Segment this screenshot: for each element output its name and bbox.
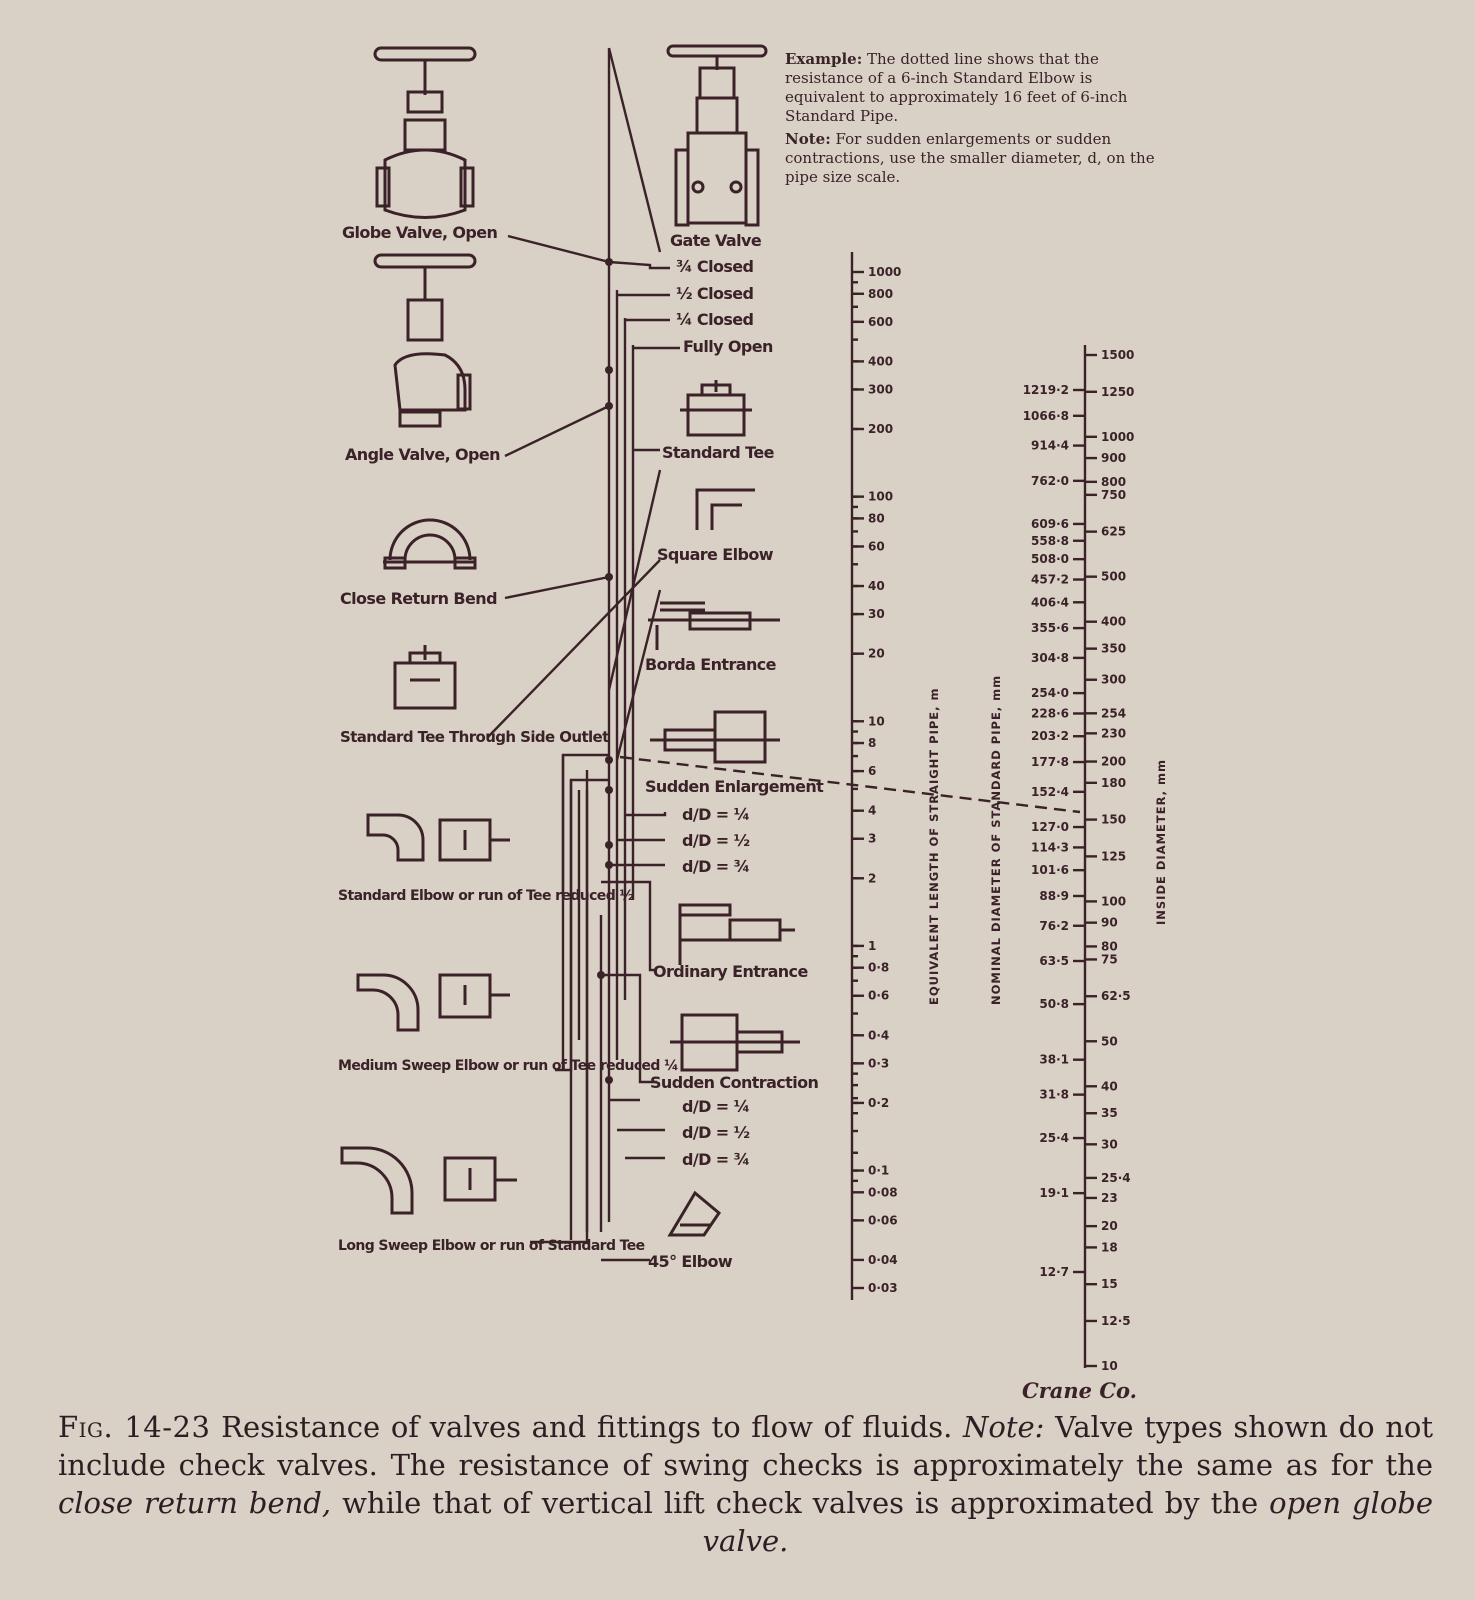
gate-valve-icon	[668, 46, 766, 225]
equivalent_length-tick-label: 0·2	[868, 1095, 890, 1110]
label-quarter-closed: ¼ Closed	[676, 310, 754, 329]
nominal_diameter-tick-label: 304·8	[1031, 650, 1069, 665]
inside_diameter-tick-label: 800	[1101, 474, 1127, 489]
equivalent_length-tick-label: 30	[868, 607, 885, 622]
equivalent_length-tick-label: 40	[868, 579, 885, 594]
equivalent_length-tick-label: 6	[868, 764, 877, 779]
nominal_diameter-tick-label: 1066·8	[1022, 408, 1069, 423]
inside_diameter-tick-label: 50	[1101, 1034, 1118, 1049]
label-globe-valve: Globe Valve, Open	[342, 223, 498, 242]
equivalent_length-tick-label: 4	[868, 803, 877, 818]
sudden-enlargement-icon	[650, 712, 780, 762]
nominal_diameter-tick-label: 101·6	[1031, 863, 1069, 878]
inside_diameter-tick-label: 300	[1101, 672, 1127, 687]
caption-note-label: Note:	[963, 1410, 1045, 1444]
label-standard-tee-side-outlet: Standard Tee Through Side Outlet	[340, 728, 609, 746]
equivalent_length-tick-label: 2	[868, 871, 877, 886]
label-fully-open: Fully Open	[683, 337, 773, 356]
standard-tee-side-outlet-icon	[395, 645, 455, 708]
caption-text-3: while that of vertical lift check valves is approximated by the	[342, 1486, 1259, 1520]
elbow-45-icon	[670, 1193, 719, 1235]
inside_diameter-tick-label: 1500	[1101, 348, 1135, 362]
label-sudden-contraction: Sudden Contraction	[650, 1073, 819, 1092]
label-gate-valve: Gate Valve	[670, 231, 762, 250]
note-heading: Note:	[785, 130, 831, 148]
equivalent_length-tick-label: 600	[868, 314, 894, 329]
nominal_diameter-tick-label: 19·1	[1039, 1186, 1069, 1201]
label-enlargement-ratio-quarter: d/D = ¼	[682, 805, 750, 824]
inside_diameter-tick-label: 62·5	[1101, 989, 1131, 1004]
nominal_diameter-tick-label: 76·2	[1039, 918, 1069, 933]
equivalent_length-tick-label: 400	[868, 354, 894, 369]
note-text: For sudden enlargements or sudden contractions, use the smaller diameter, d, on the pipe size scale.	[785, 130, 1155, 186]
equivalent_length-tick-label: 0·1	[868, 1163, 890, 1178]
inside_diameter-tick-label: 625	[1101, 524, 1127, 539]
equivalent_length-tick-label: 0·03	[868, 1281, 898, 1295]
close-return-bend-icon	[383, 520, 475, 568]
figure-caption	[58, 1408, 1433, 1560]
inside_diameter-tick-label: 35	[1101, 1106, 1118, 1121]
nominal_diameter-tick-label: 114·3	[1031, 840, 1069, 855]
equivalent_length-tick-label: 60	[868, 539, 885, 554]
equivalent_length-tick-label: 10	[868, 714, 885, 729]
example-text: The dotted line shows that the resistance of a 6-inch Standard Elbow is equivalent to approximately 16 feet of 6-inch Standard Pipe.	[785, 50, 1128, 125]
inside_diameter-tick-label: 30	[1101, 1137, 1118, 1152]
nominal_diameter-tick-label: 762·0	[1031, 473, 1069, 488]
nominal_diameter-tick-label: 12·7	[1039, 1265, 1069, 1279]
equivalent_length-tick-label: 0·8	[868, 960, 890, 975]
nominal_diameter-tick-label: 558·8	[1031, 533, 1069, 548]
nominal_diameter-tick-label: 25·4	[1039, 1131, 1069, 1146]
label-square-elbow: Square Elbow	[657, 545, 773, 564]
nominal_diameter-tick-label: 152·4	[1031, 784, 1069, 799]
nominal_diameter-tick-label: 457·2	[1031, 572, 1069, 587]
label-close-return-bend: Close Return Bend	[340, 589, 497, 608]
nominal_diameter-tick-label: 228·6	[1031, 706, 1069, 721]
example-heading: Example:	[785, 50, 863, 68]
equivalent_length-tick-label: 100	[868, 489, 894, 504]
label-long-sweep-elbow: Long Sweep Elbow or run of Standard Tee	[338, 1238, 645, 1254]
inside_diameter-tick-label: 900	[1101, 451, 1127, 466]
label-enlargement-ratio-three-quarter: d/D = ¾	[682, 857, 750, 876]
inside_diameter-tick-label: 25·4	[1101, 1170, 1131, 1185]
inside_diameter-tick-label: 254	[1101, 706, 1127, 721]
nominal_diameter-tick-label: 38·1	[1039, 1052, 1069, 1067]
nominal_diameter-tick-label: 254·0	[1031, 686, 1069, 701]
inside-diameter-axis-title: INSIDE DIAMETER, mm	[1154, 758, 1168, 925]
label-three-quarter-closed: ¾ Closed	[676, 257, 754, 276]
nominal_diameter-tick-label: 50·8	[1039, 997, 1069, 1012]
nominal_diameter-tick-label: 31·8	[1039, 1087, 1069, 1102]
equivalent_length-tick-label: 300	[868, 382, 894, 397]
equivalent-length-axis-title: EQUIVALENT LENGTH OF STRAIGHT PIPE, m	[927, 687, 941, 1005]
inside_diameter-tick-label: 100	[1101, 894, 1127, 909]
inside_diameter-tick-label: 1250	[1101, 384, 1135, 399]
credit: Crane Co.	[1022, 1378, 1137, 1403]
equivalent_length-tick-label: 0·4	[868, 1028, 890, 1043]
equivalent_length-tick-label: 200	[868, 422, 894, 437]
nominal_diameter-tick-label: 609·6	[1031, 516, 1069, 531]
caption-text-2: Valve types shown do not include check valves. The resistance of swing checks is approximately the same as for the	[58, 1410, 1434, 1482]
inside_diameter-tick-label: 150	[1101, 812, 1127, 827]
label-ordinary-entrance: Ordinary Entrance	[653, 962, 808, 981]
nominal_diameter-tick-label: 63·5	[1039, 953, 1069, 968]
inside_diameter-tick-label: 20	[1101, 1219, 1118, 1234]
label-45-elbow: 45° Elbow	[648, 1252, 733, 1271]
inside_diameter-tick-label: 40	[1101, 1079, 1118, 1094]
sudden-contraction-icon	[670, 1015, 800, 1070]
label-angle-valve: Angle Valve, Open	[345, 445, 500, 464]
nominal_diameter-tick-label: 127·0	[1031, 820, 1069, 835]
inside_diameter-tick-label: 500	[1101, 569, 1127, 584]
equivalent_length-tick-label: 80	[868, 511, 885, 526]
inside_diameter-tick-label: 1000	[1101, 429, 1135, 444]
inside_diameter-tick-label: 400	[1101, 614, 1127, 629]
inside_diameter-tick-label: 15	[1101, 1277, 1118, 1292]
label-contraction-ratio-half: d/D = ½	[682, 1123, 750, 1142]
equivalent_length-tick-label: 1	[868, 938, 877, 953]
globe-valve-icon	[375, 48, 475, 218]
square-elbow-icon	[697, 490, 755, 530]
inside_diameter-tick-label: 90	[1101, 915, 1118, 930]
inside_diameter-tick-label: 230	[1101, 726, 1127, 741]
equivalent_length-tick-label: 0·3	[868, 1056, 890, 1071]
inside_diameter-tick-label: 23	[1101, 1190, 1118, 1205]
label-medium-sweep-elbow: Medium Sweep Elbow or run of Tee reduced ¼	[338, 1058, 679, 1074]
label-contraction-ratio-three-quarter: d/D = ¾	[682, 1150, 750, 1169]
nominal_diameter-tick-label: 406·4	[1031, 595, 1069, 610]
inside_diameter-tick-label: 75	[1101, 952, 1118, 967]
inside_diameter-tick-label: 200	[1101, 754, 1127, 769]
equivalent_length-tick-label: 800	[868, 286, 894, 301]
nominal_diameter-tick-label: 203·2	[1031, 729, 1069, 744]
caption-text-1: Resistance of valves and fittings to flow of fluids.	[221, 1410, 953, 1444]
caption-fig-label: Fig. 14-23	[58, 1410, 211, 1444]
equivalent_length-tick-label: 0·08	[868, 1185, 898, 1200]
nominal_diameter-tick-label: 88·9	[1039, 888, 1069, 903]
nominal_diameter-tick-label: 914·4	[1031, 438, 1069, 453]
nominal_diameter-tick-label: 355·6	[1031, 621, 1069, 636]
caption-em-1: close return bend,	[58, 1486, 332, 1520]
label-borda-entrance: Borda Entrance	[645, 655, 776, 674]
inside_diameter-tick-label: 350	[1101, 641, 1127, 656]
nominal_diameter-tick-label: 177·8	[1031, 755, 1069, 770]
angle-valve-icon	[375, 255, 475, 426]
inside_diameter-tick-label: 12·5	[1101, 1313, 1131, 1328]
long-sweep-elbow-icon	[342, 1148, 517, 1213]
nominal-diameter-axis-title: NOMINAL DIAMETER OF STANDARD PIPE, mm	[989, 674, 1003, 1005]
label-half-closed: ½ Closed	[676, 284, 754, 303]
nominal_diameter-tick-label: 508·0	[1031, 552, 1069, 567]
ordinary-entrance-icon	[680, 905, 795, 965]
standard-tee-icon	[680, 380, 752, 435]
equivalent_length-tick-label: 1000	[868, 265, 902, 279]
standard-elbow-icon	[368, 815, 510, 860]
label-sudden-enlargement: Sudden Enlargement	[645, 777, 824, 796]
equivalent_length-tick-label: 8	[868, 736, 877, 751]
inside_diameter-tick-label: 180	[1101, 775, 1127, 790]
equivalent_length-tick-label: 0·04	[868, 1252, 898, 1267]
borda-entrance-icon	[648, 603, 780, 650]
equivalent_length-tick-label: 20	[868, 646, 885, 661]
inside_diameter-tick-label: 18	[1101, 1240, 1118, 1255]
inside_diameter-tick-label: 10	[1101, 1359, 1118, 1373]
equivalent_length-tick-label: 0·06	[868, 1213, 898, 1228]
nominal_diameter-tick-label: 1219·2	[1022, 383, 1069, 397]
inside_diameter-tick-label: 125	[1101, 849, 1127, 864]
inside_diameter-tick-label: 80	[1101, 939, 1118, 954]
medium-sweep-elbow-icon	[358, 975, 510, 1030]
label-standard-tee: Standard Tee	[662, 443, 774, 462]
caption-em-2: open globe valve.	[702, 1486, 1434, 1558]
label-standard-elbow: Standard Elbow or run of Tee reduced ½	[338, 888, 634, 904]
label-contraction-ratio-quarter: d/D = ¼	[682, 1097, 750, 1116]
label-enlargement-ratio-half: d/D = ½	[682, 831, 750, 850]
example-note-block	[785, 50, 1170, 210]
equivalent_length-tick-label: 0·6	[868, 988, 890, 1003]
equivalent_length-tick-label: 3	[868, 831, 877, 846]
inside_diameter-tick-label: 750	[1101, 487, 1127, 502]
